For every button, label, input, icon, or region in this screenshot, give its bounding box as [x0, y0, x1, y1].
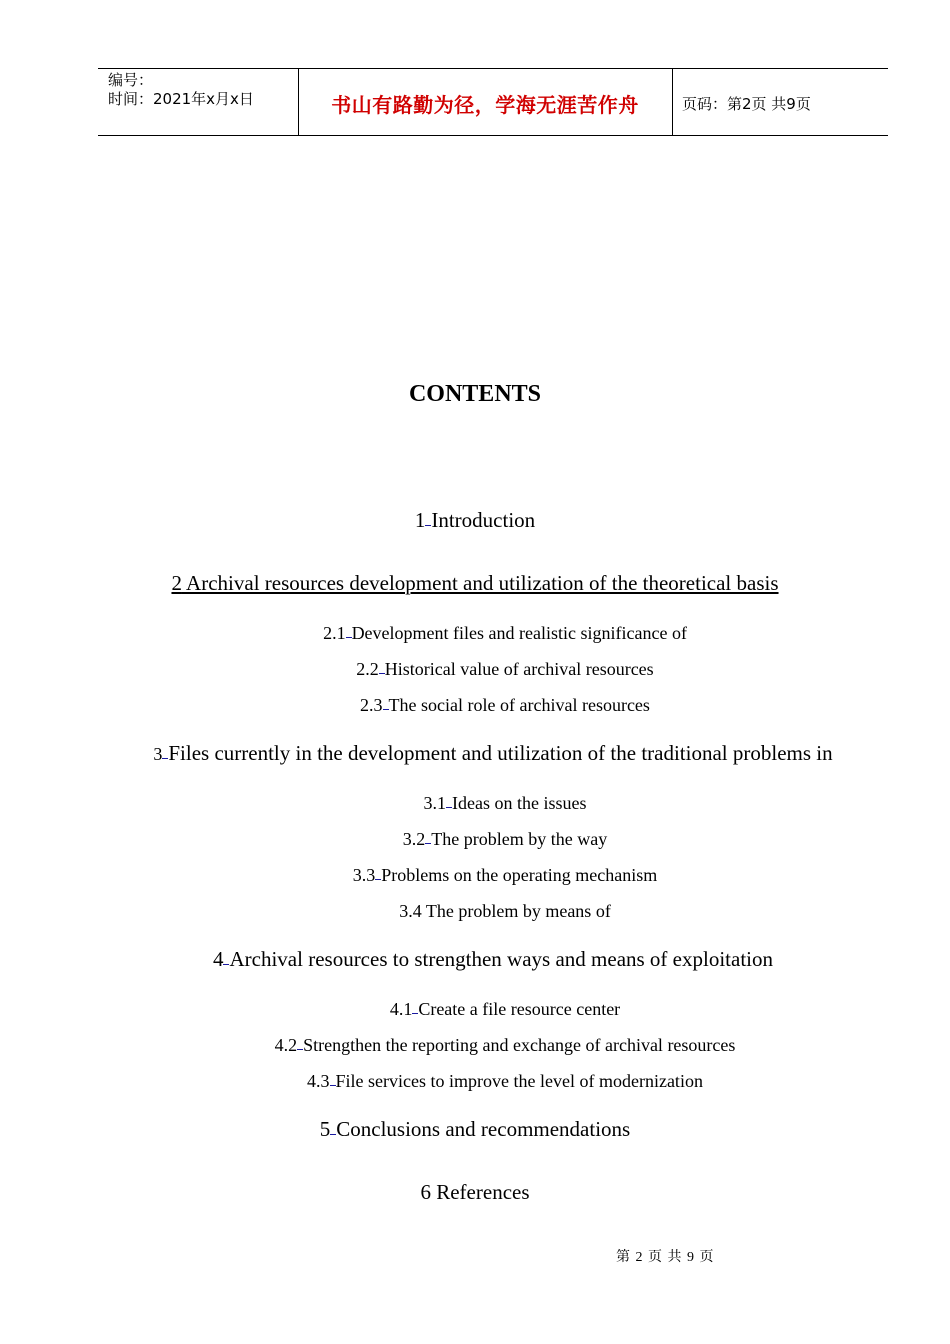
toc-text: The social role of archival resources — [388, 695, 650, 715]
toc-item-2[interactable] — [0, 571, 950, 596]
toc-item-3-4[interactable] — [30, 901, 950, 922]
header-divider — [672, 69, 673, 135]
toc-text: Archival resources development and utilization of the theoretical basis — [181, 571, 779, 595]
header-serial-label: 编号： — [108, 71, 154, 89]
toc-text: The problem by means of — [421, 901, 611, 921]
toc-number: 4.1 — [389, 999, 413, 1019]
toc-number: 3 — [153, 744, 163, 764]
toc-number: 3.1 — [423, 793, 446, 813]
toc-text: Historical value of archival resources — [384, 659, 654, 679]
toc-item-5[interactable] — [0, 1117, 950, 1142]
header-meta — [108, 71, 254, 109]
toc-item-2-2[interactable] — [30, 659, 950, 680]
toc-text: Archival resources to strengthen ways and means of exploitation — [229, 947, 773, 971]
toc-number: 1 — [414, 508, 426, 532]
toc-text: Ideas on the issues — [452, 793, 587, 813]
toc-number: 2 — [171, 571, 182, 595]
header-motto: 书山有路勤为径，学海无涯苦作舟 — [331, 93, 639, 117]
toc-number: 4 — [212, 947, 224, 971]
page-header — [98, 68, 888, 136]
toc-item-6[interactable] — [0, 1180, 950, 1205]
toc-number: 3.3 — [352, 865, 376, 885]
toc-number: 6 — [420, 1180, 431, 1204]
toc-item-4-3[interactable] — [30, 1071, 950, 1092]
toc-item-3-2[interactable] — [30, 829, 950, 850]
toc-text: Strengthen the reporting and exchange of archival resources — [303, 1035, 736, 1055]
toc-text: File services to improve the level of modernization — [335, 1071, 703, 1091]
toc-item-3[interactable] — [18, 741, 950, 766]
header-page-info: 页码：第2页 共9页 — [682, 95, 811, 113]
toc-text: References — [430, 1180, 530, 1204]
toc-number: 2.3 — [360, 695, 383, 715]
toc-item-2-3[interactable] — [30, 695, 950, 716]
toc-item-2-1[interactable] — [30, 623, 950, 644]
toc-text: The problem by the way — [431, 829, 608, 849]
toc-text: Problems on the operating mechanism — [381, 865, 658, 885]
header-date: 时间：2021年x月x日 — [108, 90, 254, 108]
toc-item-4-1[interactable] — [30, 999, 950, 1020]
page-title: CONTENTS — [408, 381, 542, 407]
toc-item-3-3[interactable] — [30, 865, 950, 886]
toc-number: 3.4 — [399, 901, 422, 921]
toc-number: 4.3 — [307, 1071, 330, 1091]
toc-number: 2.2 — [356, 659, 379, 679]
page-footer: 第 2 页 共 9 页 — [616, 1250, 715, 1265]
toc-text: Conclusions and recommendations — [336, 1117, 631, 1141]
toc-number: 2.1 — [323, 623, 346, 643]
toc-number: 4.2 — [274, 1035, 298, 1055]
toc-item-3-1[interactable] — [30, 793, 950, 814]
toc-number: 5 — [319, 1117, 331, 1141]
toc-item-4[interactable] — [18, 947, 950, 972]
toc-item-1[interactable] — [0, 508, 950, 533]
toc-item-4-2[interactable] — [30, 1035, 950, 1056]
toc-text: Introduction — [431, 508, 536, 532]
toc-text: Create a file resource center — [418, 999, 621, 1019]
toc-text: Development files and realistic significance of — [351, 623, 687, 643]
toc-text: Files currently in the development and utilization of the traditional problems in — [168, 741, 833, 765]
toc-number: 3.2 — [402, 829, 426, 849]
